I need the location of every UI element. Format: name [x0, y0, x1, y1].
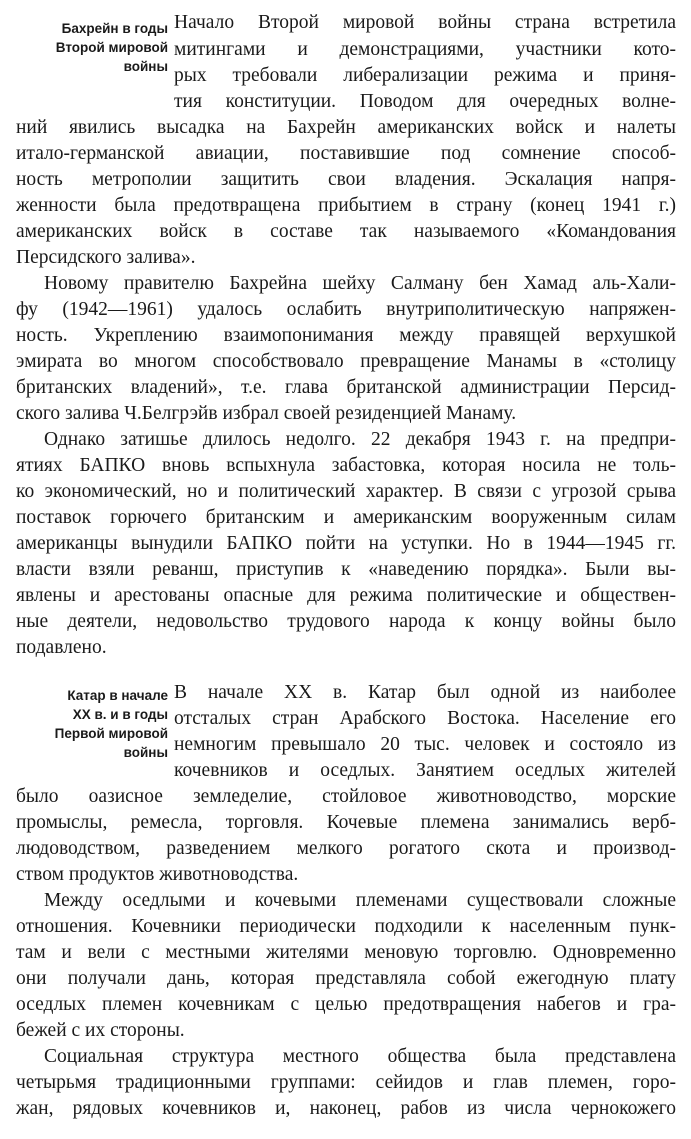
text-line: поставок горючего британским и американским вооруженным силам [16, 507, 676, 528]
text-line: кочевников и оседлых. Занятием оседлых жителей [174, 760, 676, 781]
text-line: было оазисное земледелие, стойловое животноводство, морские [16, 786, 676, 807]
text-line: Новому правителю Бахрейна шейху Салману бен Хамад аль-Хали- [44, 273, 676, 294]
text-line: ятиях БАПКО вновь вспыхнула забастовка, которая носила не толь- [16, 455, 676, 476]
text-line: ные деятели, недовольство трудового народа к концу войны было [16, 611, 676, 632]
text-line: итало-германской авиации, поставившие под сомнение способ- [16, 143, 676, 164]
margin-note-line: Второй мировой [55, 40, 168, 55]
text-line: американцы вынудили БАПКО пойти на уступки. Но в 1944—1945 гг. [16, 533, 676, 554]
text-line: явлены и арестованы опасные для режима политические и обществен- [16, 585, 676, 606]
margin-note-qatar [12, 686, 168, 762]
text-line: американских войск в составе так называемого «Командования [16, 221, 676, 242]
margin-note-line: Катар в начале [67, 688, 168, 703]
text-line: рых требовали либерализации режима и приня- [174, 65, 676, 86]
text-line: они получали дань, которая представляла собой ежегодную плату [16, 968, 676, 989]
text-line: ко экономический, но и политический характер. В связи с угрозой срыва [16, 481, 676, 502]
text-line: четырьмя традиционными группами: сейидов и глав племен, горо- [16, 1072, 676, 1093]
text-line: фу (1942—1961) удалось ослабить внутриполитическую напряжен- [16, 299, 676, 320]
text-line: Начало Второй мировой войны страна встретила [174, 12, 676, 33]
text-line: подавлено. [16, 637, 107, 658]
text-line: В начале XX в. Катар был одной из наиболее [174, 682, 676, 703]
text-line: жан, рядовых кочевников и, наконец, рабов из числа чернокожего [16, 1098, 676, 1119]
margin-note-line: Первой мировой [54, 726, 168, 741]
text-line: бежей с их стороны. [16, 1020, 185, 1041]
text-line: ством продуктов животноводства. [16, 864, 299, 885]
text-line: Персидского залива». [16, 247, 196, 268]
text-line: эмирата во многом способствовало превращение Манамы в «столицу [16, 351, 676, 372]
text-line: отсталых стран Арабского Востока. Население его [174, 708, 676, 729]
text-line: ского залива Ч.Белгрэйв избрал своей резиденцией Манаму. [16, 403, 517, 424]
text-line: власти взяли реванш, приступив к «наведению порядка». Были вы- [16, 559, 676, 580]
text-line: Однако затишье длилось недолго. 22 декабря 1943 г. на предпри- [44, 429, 676, 450]
margin-note-line: XX в. и в годы [72, 707, 168, 722]
text-line: тия конституции. Поводом для очередных волне- [174, 91, 676, 112]
text-line: Между оседлыми и кочевыми племенами существовали сложные [44, 890, 676, 911]
margin-note-line: войны [123, 745, 168, 760]
margin-note-line: Бахрейн в годы [61, 21, 168, 36]
text-line: Социальная структура местного общества была представлена [44, 1046, 676, 1067]
text-line: британских владений», т.е. глава британской администрации Персид- [16, 377, 676, 398]
text-line: оседлых племен кочевникам с целью предотвращения набегов и гра- [16, 994, 676, 1015]
text-line: немногим превышало 20 тыс. человек и состояло из [174, 734, 676, 755]
text-line: там и вели с местными жителями меновую торговлю. Одновременно [16, 942, 676, 963]
margin-note-bahrain [12, 19, 168, 76]
text-line: людоводством, разведением мелкого рогатого скота и производ- [16, 838, 676, 859]
margin-note-line: войны [123, 59, 168, 74]
text-line: ность метрополии защитить свои владения. Эскалация напря- [16, 169, 676, 190]
text-line: ность. Укреплению взаимопонимания между правящей верхушкой [16, 325, 676, 346]
text-line: ний явились высадка на Бахрейн американских войск и налеты [16, 117, 676, 138]
text-line: отношения. Кочевники периодически подходили к населенным пунк- [16, 916, 676, 937]
text-line: женности была предотвращена прибытием в страну (конец 1941 г.) [16, 195, 676, 216]
text-line: промыслы, ремесла, торговля. Кочевые племена занимались верб- [16, 812, 676, 833]
text-line: митингами и демонстрациями, участники кото- [174, 39, 676, 60]
